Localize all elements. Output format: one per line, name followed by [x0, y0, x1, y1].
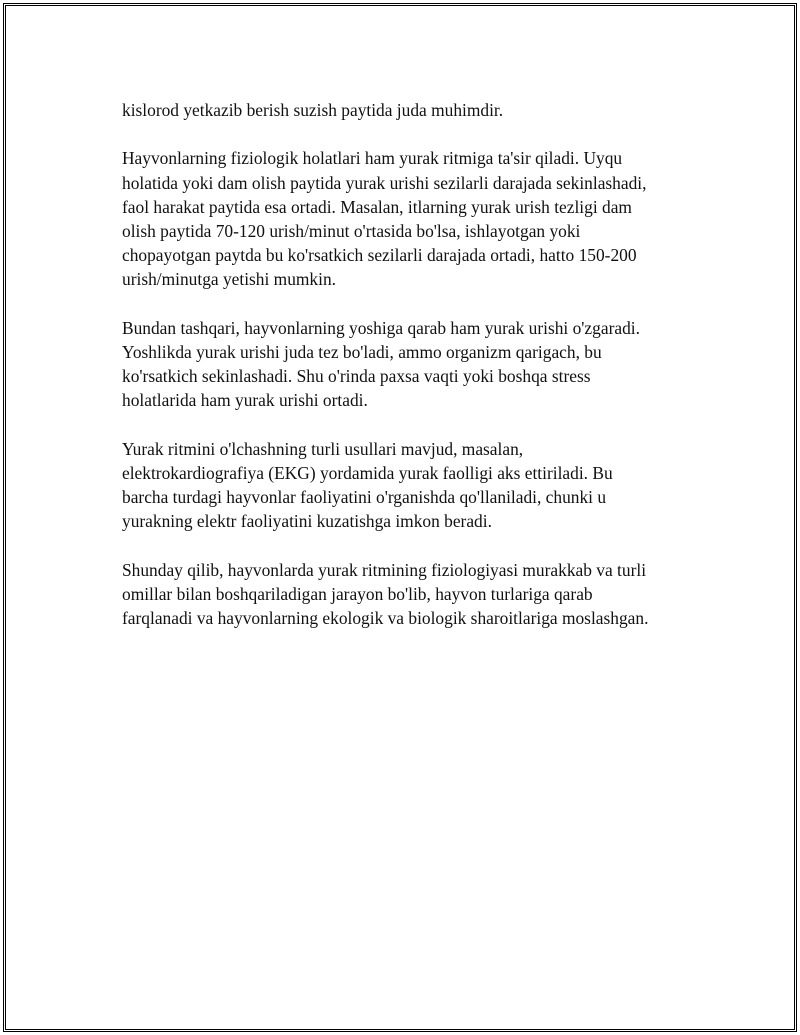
page-frame [3, 3, 797, 1032]
paragraph-2: Hayvonlarning fiziologik holatlari ham yurak ritmiga ta'sir qiladi. Uyqu holatida yoki dam olish paytida yurak urishi sezilarli darajada sekinlashadi, faol harakat paytida esa ortadi. Masalan, itlarning yurak urish tezligi dam olish paytida 70-120 urish/minut o'rtasida bo'lsa, ishlayotgan yoki chopayotgan paytda bu ko'rsatkich sezilarli darajada ortadi, hatto 150-200 urish/minutga yetishi mumkin. [122, 148, 647, 290]
paragraph-4: Yurak ritmini o'lchashning turli usullari mavjud, masalan, elektrokardiografiya (EKG) yordamida yurak faolligi aks ettiriladi. Bu barcha turdagi hayvonlar faoliyatini o'rganishda qo'llaniladi, chunki u yurakning elektr faoliyatini kuzatishga imkon beradi. [122, 438, 613, 532]
paragraph-3: Bundan tashqari, hayvonlarning yoshiga qarab ham yurak urishi o'zgaradi. Yoshlikda yurak urishi juda tez bo'ladi, ammo organizm qarigach, bu ko'rsatkich sekinlashadi. Shu o'rinda paxsa vaqti yoki boshqa stress holatlarida ham yurak urishi ortadi. [122, 317, 640, 411]
paragraph-1: kislorod yetkazib berish suzish paytida juda muhimdir. [122, 100, 504, 120]
document-body [122, 98, 702, 655]
paragraph-5: Shunday qilib, hayvonlarda yurak ritmining fiziologiyasi murakkab va turli omillar bilan boshqariladigan jarayon bo'lib, hayvon turlariga qarab farqlanadi va hayvonlarning ekologik va biologik sharoitlariga moslashgan. [122, 559, 649, 629]
